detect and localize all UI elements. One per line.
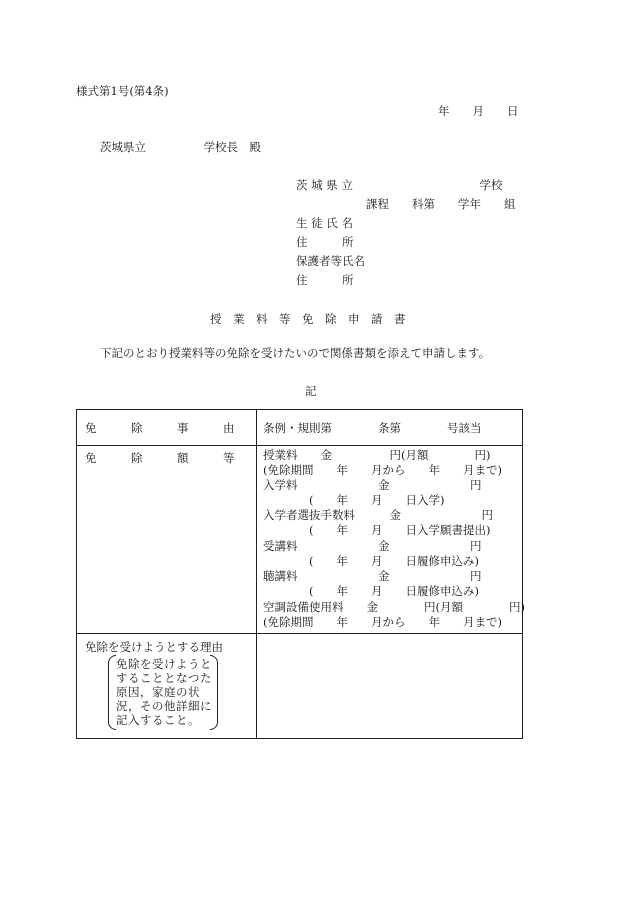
row-reason-label: 免除を受けようとする理由 [85,640,223,654]
table-row-divider [77,445,522,446]
student-address-label: 住 所 [296,235,354,249]
guardian-address-label: 住 所 [296,273,354,287]
exemption-table [76,409,523,739]
note-line: 況，その他詳細に [116,699,212,713]
amount-line: 空調設備使用料 金 円(月額 円) [263,600,525,614]
amount-line: ( 年 月 日履修申込み) [263,584,479,598]
table-column-divider [256,410,257,738]
row-reason-basis-value: 条例・規則第 条第 号該当 [263,421,482,435]
left-bracket [108,655,116,730]
amount-line: 入学料 金 円 [263,478,482,492]
note-line: 原因，家庭の状 [116,685,200,699]
document-title: 授 業 料 等 免 除 申 請 書 [210,312,406,326]
ki-heading: 記 [305,384,317,398]
reason-instruction-note [108,655,218,730]
form-number: 様式第1号(第4条) [76,84,169,98]
amount-line: 入学者選抜手数料 金 円 [263,508,493,522]
note-line: することとなつた [116,671,212,685]
amount-line: ( 年 月 日履修申込み) [263,554,479,568]
amount-line: 授業料 金 円(月額 円) [263,448,491,462]
addressee: 茨城県立 学校長 殿 [100,140,261,154]
note-line: 免除を受けようと [116,657,212,671]
applicant-course-line: 課程 科第 学年 組 [366,197,516,211]
amount-line: ( 年 月 日入学願書提出) [263,523,491,537]
amount-line: (免除期間 年 月から 年 月まで) [263,615,502,629]
applicant-school-line: 茨 城 県 立 学校 [296,178,503,192]
amount-line: (免除期間 年 月から 年 月まで) [263,463,502,477]
row-exemption-amount-label: 免 除 額 等 [85,451,235,465]
body-text: 下記のとおり授業料等の免除を受けたいので関係書類を添えて申請します。 [100,346,491,360]
date-line: 年 月 日 [438,104,519,118]
student-name-label: 生 徒 氏 名 [296,216,353,230]
note-line: 記入すること。 [116,713,200,727]
table-row-divider [77,633,522,634]
amount-line: 受講料 金 円 [263,539,482,553]
amount-line: ( 年 月 日入学) [263,493,445,507]
guardian-name-label: 保護者等氏名 [296,254,365,268]
amount-line: 聴講料 金 円 [263,569,482,583]
row-reason-basis-label: 免 除 事 由 [85,421,235,435]
